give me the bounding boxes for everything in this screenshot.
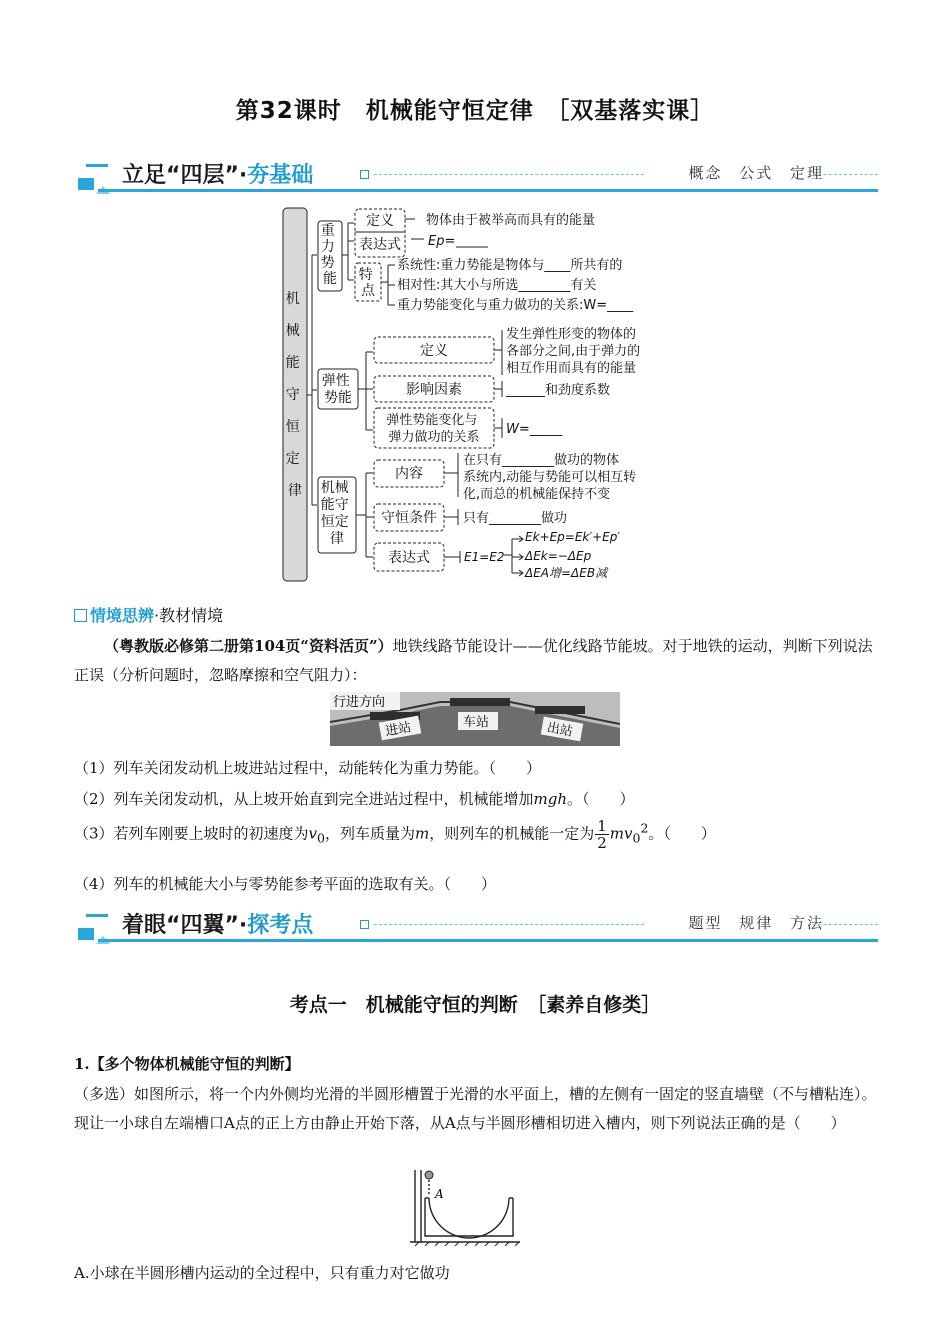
svg-text:在只有________做功的物体 系统内,动能与势能: 在只有________做功的物体 系统内,动能与势能可以相互转 化,而总的机械能保持不变: [463, 453, 637, 502]
banner-tags: 题型 规律 方法: [688, 914, 824, 932]
concept-map: [280, 205, 680, 585]
question-4: （4）列车的机械能大小与零势能参考平面的选取有关。（ ）: [74, 875, 497, 893]
svg-text:弹性势能变化与 弹力做功的关系: 弹性势能变化与 弹力做功的关系: [386, 413, 480, 445]
svg-text:Ek+Ep=Ek′+Ep′: Ek+Ep=Ek′+Ep′: [525, 530, 621, 544]
banner-tags: 概念 公式 定理: [688, 164, 824, 182]
subway-slope-figure: [330, 692, 620, 746]
svg-text:______和劲度系数: ______和劲度系数: [506, 383, 611, 398]
svg-text:车站: 车站: [463, 715, 490, 730]
svg-text:相对性:其大小与所选________有关: 相对性:其大小与所选________有关: [397, 278, 597, 293]
svg-text:重力势能变化与重力做功的关系:W=____: 重力势能变化与重力做功的关系:W=____: [397, 298, 634, 313]
section-banner-basics: [78, 160, 878, 194]
svg-text:进站: 进站: [384, 720, 413, 740]
page-title: 第32课时 机械能守恒定律 ［双基落实课］: [235, 98, 715, 124]
svg-text:内容: 内容: [395, 466, 423, 482]
half-pipe-figure: [405, 1168, 525, 1250]
svg-text:W=_____: W=_____: [506, 422, 563, 437]
square-icon: [360, 920, 369, 929]
map-elastic-pe: 弹性 势能: [321, 373, 352, 406]
svg-text:表达式: 表达式: [359, 237, 401, 253]
banner-heading: 着眼“四翼”·探考点: [122, 913, 314, 938]
question-1: （1）列车关闭发动机上坡进站过程中，动能转化为重力势能。（ ）: [74, 759, 542, 777]
svg-text:定义: 定义: [366, 213, 394, 229]
scene-heading: 情境思辨·教材情境: [74, 603, 223, 626]
question-2: （2）列车关闭发动机，从上坡开始直到完全进站过程中，机械能增加mgh。（ ）: [74, 790, 635, 808]
question-3: （3）若列车刚要上坡时的初速度为$v_0$，列车质量为m，则列车的机械能一定为 $\frac{1}{2}$ $mv_0^2$。（ ）: [74, 817, 716, 852]
svg-text:守恒条件: 守恒条件: [381, 510, 437, 526]
problem-1-body: （多选）如图所示，将一个内外侧均光滑的半圆形槽置于光滑的水平面上，槽的左侧有一固定的竖直墙壁（不与槽粘连）。现让一小球自左端槽口A点的正上方由静止开始下落，从A点与半圆形槽相切进入槽内，则下列说法正确的是（ ）: [74, 1085, 877, 1132]
square-icon: [74, 609, 87, 622]
svg-text:Ep=: Ep=: [428, 234, 456, 249]
map-mech-conservation: 机械 能守 恒定 律: [320, 480, 349, 547]
svg-text:定义: 定义: [420, 343, 448, 359]
svg-text:只有________做功: 只有________做功: [463, 511, 568, 526]
svg-text:出站: 出站: [545, 720, 574, 740]
square-icon: [360, 170, 369, 179]
scene-intro: （粤教版必修第二册第104页“资料活页”）地铁线路节能设计——优化线路节能坡。对于地铁的运动，判断下列说法正误（分析问题时，忽略摩擦和空气阻力）：: [74, 637, 873, 684]
svg-text:发生弹性形变的物体的 各部分之间,由于弹力的: 发生弹性形变的物体的 各部分之间,由于弹力的 相互作用而具有的能量: [506, 327, 641, 376]
kaodian-heading: 考点一 机械能守恒的判断 ［素养自修类］: [289, 994, 661, 1016]
svg-text:A: A: [435, 1187, 444, 1201]
svg-text:表达式: 表达式: [388, 550, 430, 566]
svg-text:物体由于被举高而具有的能量: 物体由于被举高而具有的能量: [426, 213, 596, 228]
map-root: 机 械 能 守 恒 定 律: [285, 291, 302, 499]
svg-text:系统性:重力势能是物体与____所共有的: 系统性:重力势能是物体与____所共有的: [397, 258, 623, 273]
section-banner-exam: [78, 910, 878, 944]
svg-text:E1=E2: E1=E2: [464, 550, 505, 564]
svg-text:行进方向: 行进方向: [333, 695, 386, 710]
banner-heading: 立足“四层”·夯基础: [122, 163, 314, 188]
svg-text:ΔEA增=ΔEB减: ΔEA增=ΔEB减: [525, 566, 608, 580]
svg-text:影响因素: 影响因素: [406, 382, 462, 398]
svg-text:特 点: 特 点: [358, 267, 375, 299]
map-gravity-pe: 重 力 势 能: [320, 223, 337, 287]
option-a: A.小球在半圆形槽内运动的全过程中，只有重力对它做功: [74, 1264, 450, 1282]
problem-1-heading: 1.【多个物体机械能守恒的判断】: [74, 1055, 300, 1073]
svg-text:ΔEk=−ΔEp: ΔEk=−ΔEp: [525, 549, 592, 563]
